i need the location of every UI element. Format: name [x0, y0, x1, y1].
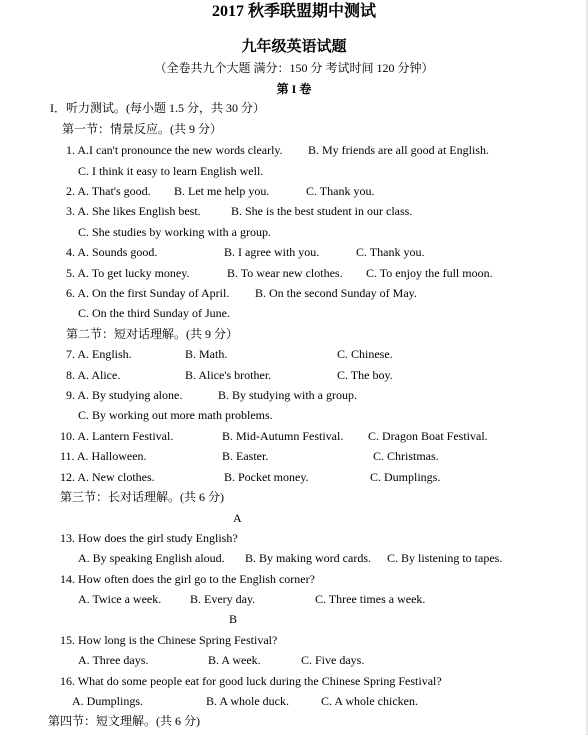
q8-option-a: 8. A. Alice. — [66, 368, 121, 382]
q9-option-c: C. By working out more math problems. — [78, 408, 273, 422]
section-heading-2: 第二节：短对话理解。(共 9 分） — [66, 327, 238, 341]
q11-option-c: C. Christmas. — [373, 449, 439, 463]
q13-stem: 13. How does the girl study English? — [60, 531, 238, 545]
q6-option-a: 6. A. On the first Sunday of April. — [66, 286, 230, 300]
exam-subtitle: 九年级英语试题 — [241, 39, 347, 55]
q16-option-c: C. A whole chicken. — [321, 694, 418, 708]
q15-stem: 15. How long is the Chinese Spring Festival? — [60, 633, 278, 647]
q10-option-a: 10. A. Lantern Festival. — [60, 429, 174, 443]
q5-option-c: C. To enjoy the full moon. — [366, 266, 493, 280]
q13-option-c: C. By listening to tapes. — [387, 551, 503, 565]
q14-option-a: A. Twice a week. — [78, 592, 162, 606]
q4-option-b: B. I agree with you. — [224, 245, 320, 259]
q13-option-b: B. By making word cards. — [245, 551, 371, 565]
q3-option-b: B. She is the best student in our class. — [231, 204, 413, 218]
dialog-a-label: A — [233, 511, 242, 525]
q7-option-b: B. Math. — [185, 347, 228, 361]
q3-option-a: 3. A. She likes English best. — [66, 204, 201, 218]
q12-option-c: C. Dumplings. — [370, 470, 441, 484]
exam-info: （全卷共九个大题 满分：150 分 考试时间 120 分钟） — [154, 61, 434, 75]
q11-option-a: 11. A. Halloween. — [60, 449, 147, 463]
q15-option-a: A. Three days. — [78, 653, 149, 667]
q2-option-b: B. Let me help you. — [174, 184, 270, 198]
q14-option-b: B. Every day. — [190, 592, 256, 606]
q4-option-c: C. Thank you. — [356, 245, 425, 259]
q6-option-b: B. On the second Sunday of May. — [255, 286, 417, 300]
q6-option-c: C. On the third Sunday of June. — [78, 306, 230, 320]
q1-option-a: 1. A.I can't pronounce the new words clearly. — [66, 143, 283, 157]
q5-option-b: B. To wear new clothes. — [227, 266, 343, 280]
dialog-b-label: B — [229, 612, 238, 626]
q16-option-b: B. A whole duck. — [206, 694, 289, 708]
q10-option-b: B. Mid-Autumn Festival. — [222, 429, 344, 443]
q16-option-a: A. Dumplings. — [72, 694, 144, 708]
q9-option-a: 9. A. By studying alone. — [66, 388, 183, 402]
q3-option-c: C. She studies by working with a group. — [78, 225, 271, 239]
q16-stem: 16. What do some people eat for good luck during the Chinese Spring Festival? — [60, 674, 442, 688]
q13-option-a: A. By speaking English aloud. — [78, 551, 225, 565]
volume-label: 第 I 卷 — [276, 82, 312, 96]
q14-stem: 14. How often does the girl go to the English corner? — [60, 572, 315, 586]
q1-option-c: C. I think it easy to learn English well. — [78, 164, 264, 178]
q10-option-c: C. Dragon Boat Festival. — [368, 429, 488, 443]
part-heading: I．听力测试。(每小题 1.5 分，共 30 分） — [50, 101, 265, 115]
q12-option-b: B. Pocket money. — [224, 470, 309, 484]
q11-option-b: B. Easter. — [222, 449, 269, 463]
q14-option-c: C. Three times a week. — [315, 592, 426, 606]
q7-option-c: C. Chinese. — [337, 347, 393, 361]
q8-option-b: B. Alice's brother. — [185, 368, 272, 382]
section-heading-3: 第三节：长对话理解。(共 6 分) — [60, 490, 224, 504]
q8-option-c: C. The boy. — [337, 368, 393, 382]
q5-option-a: 5. A. To get lucky money. — [66, 266, 190, 280]
exam-title: 2017 秋季联盟期中测试 — [211, 3, 376, 20]
q15-option-b: B. A week. — [208, 653, 261, 667]
q15-option-c: C. Five days. — [301, 653, 365, 667]
q1-option-b: B. My friends are all good at English. — [308, 143, 489, 157]
section-heading-4: 第四节：短文理解。(共 6 分) — [48, 714, 200, 728]
q7-option-a: 7. A. English. — [66, 347, 132, 361]
q9-option-b: B. By studying with a group. — [218, 388, 358, 402]
q4-option-a: 4. A. Sounds good. — [66, 245, 158, 259]
section-heading-1: 第一节：情景反应。(共 9 分） — [62, 122, 222, 136]
q2-option-a: 2. A. That's good. — [66, 184, 151, 198]
q2-option-c: C. Thank you. — [306, 184, 375, 198]
q12-option-a: 12. A. New clothes. — [60, 470, 155, 484]
